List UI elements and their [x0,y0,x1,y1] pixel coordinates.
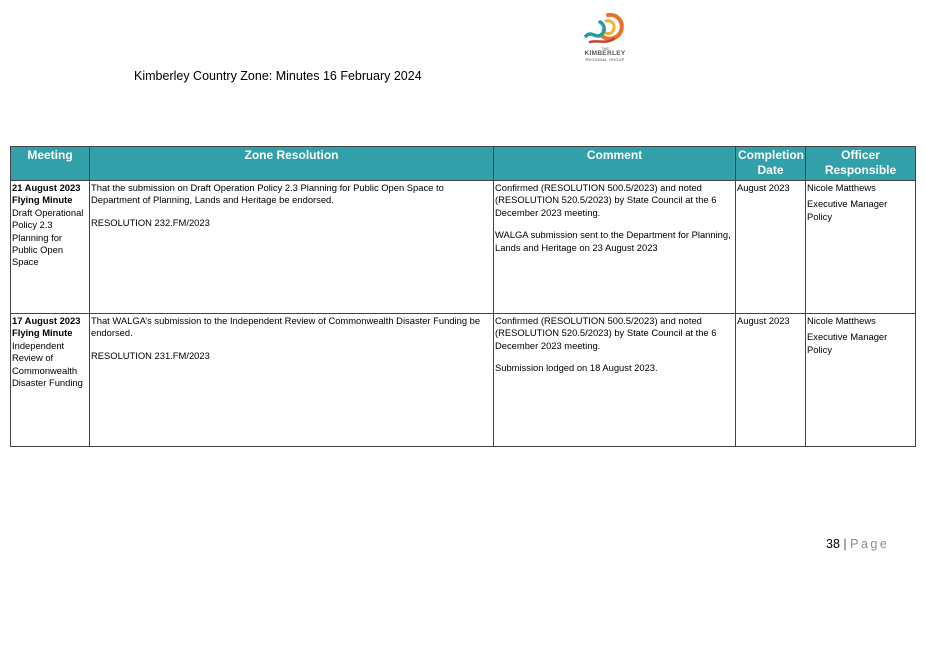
officer-title: Executive Manager Policy [807,331,888,355]
table-header-row [11,147,916,181]
comment-cell [494,181,736,314]
resolution-reference: RESOLUTION 231.FM/2023 [91,349,210,361]
comment-paragraph-1: Confirmed (RESOLUTION 500.5/2023) and noted (RESOLUTION 520.5/2023) by State Council at the 6 December 2023 meeting. [495,315,717,351]
column-header-meeting-label: Meeting [27,148,73,162]
resolution-cell [90,314,494,447]
column-header-officer-responsible [806,147,916,181]
officer-cell [806,181,916,314]
meeting-subject: Draft Operational Policy 2.3 Planning for Public Open Space [12,206,84,268]
table-row [11,314,916,447]
column-header-completion-date [736,147,806,181]
column-header-resolution [90,147,494,181]
comment-paragraph-2: Submission lodged on 18 August 2023. [495,362,658,374]
meeting-date: 17 August 2023 [12,315,81,326]
completion-date: August 2023 [737,182,790,193]
resolution-cell [90,181,494,314]
table-row [11,181,916,314]
comment-cell [494,314,736,447]
kimberley-regional-group-logo [578,12,632,64]
column-header-resolution-label: Zone Resolution [244,148,339,162]
meeting-cell [11,181,90,314]
column-header-meeting [11,147,90,181]
completion-date: August 2023 [737,315,790,326]
meeting-type: Flying Minute [12,194,73,206]
page-number: 38 [826,537,840,551]
logo-subtitle-text: REGIONAL GROUP [585,57,625,62]
meeting-type: Flying Minute [12,327,73,339]
resolution-reference: RESOLUTION 232.FM/2023 [91,216,210,228]
completion-date-cell [736,314,806,447]
officer-cell [806,314,916,447]
meeting-date: 21 August 2023 [12,182,81,193]
meeting-cell [11,314,90,447]
officer-title: Executive Manager Policy [807,198,888,222]
officer-name: Nicole Matthews [807,182,876,193]
resolution-text: That the submission on Draft Operation Policy 2.3 Planning for Public Open Space to Department of Planning, Lands and Heritage be endorsed. [91,182,444,206]
meeting-subject: Independent Review of Commonwealth Disaster Funding [12,339,83,389]
column-header-completion-line2: Date [757,163,784,177]
column-header-comment-label: Comment [586,148,643,162]
column-header-officer-line2: Responsible [824,163,897,177]
column-header-completion-line1: Completion [738,148,804,162]
resolutions-table [10,146,916,447]
column-header-comment [494,147,736,181]
page-footer [826,537,889,551]
page-label: Page [850,537,890,551]
logo-name-text: KIMBERLEY [584,50,626,57]
comment-paragraph-1: Confirmed (RESOLUTION 500.5/2023) and noted (RESOLUTION 520.5/2023) by State Council at the 6 December 2023 meeting. [495,182,717,218]
officer-name: Nicole Matthews [807,315,876,326]
page-separator: | [843,537,847,551]
column-header-officer-line1: Officer [841,148,880,162]
completion-date-cell [736,181,806,314]
logo-swirl-icon [584,12,626,46]
resolution-text: That WALGA’s submission to the Independent Review of Commonwealth Disaster Funding be endorsed. [91,315,481,339]
comment-paragraph-2: WALGA submission sent to the Department for Planning, Lands and Heritage on 23 August 2023 [495,229,731,253]
document-header-title: Kimberley Country Zone: Minutes 16 February 2024 [134,69,422,83]
logo-the-text: THE [601,46,609,51]
